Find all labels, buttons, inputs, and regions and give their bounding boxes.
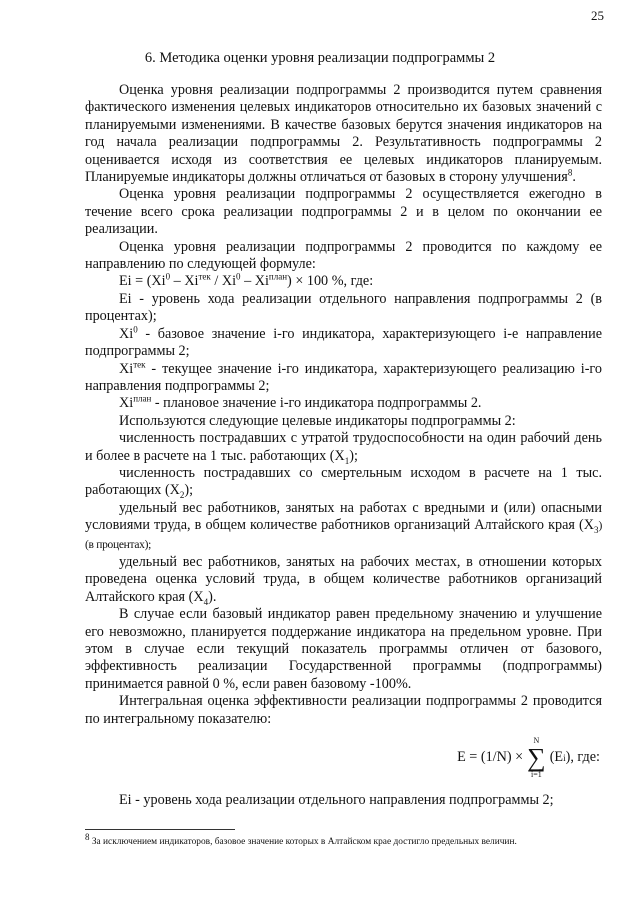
footnote-ref: 8 — [567, 167, 573, 178]
definition-x0: Xi$^0$ - базовое значение i-го индикатора, характеризующего i-е направление подпрограммы 2; — [85, 323, 602, 360]
paragraph-frequency: Оценка уровня реализации подпрограммы 2 осуществляется ежегодно в течение всего срока реализации подпрограммы 2 и в целом по окончании ее реализации. — [85, 186, 602, 238]
paragraph-intro: Оценка уровня реализации подпрограммы 2 производится путем сравнения фактического изменения целевых индикаторов относительно их базовых значений с планируемыми изменениями. В качестве базовых берутся значения индикаторов на год начала реализации подпрограммы 2. Результативность подпрограммы 2 оценивается исходя из соответствия ее целевых индикаторов планируемым. Планируемые индикаторы должны отличаться от базовых в сторону улучшения$^8$. — [85, 82, 602, 186]
indicator-3: удельный вес работников, занятых на работах с вредными и (или) опасными условиями труда, в общем количестве работников организаций Алтайского края $(X_3)$ (в процентах); — [85, 499, 602, 551]
page-number: 25 — [591, 8, 604, 23]
definition-ei: Ei - уровень хода реализации отдельного направления подпрограммы 2 (в процентах); — [85, 290, 602, 325]
formula-integral: E = (1/N) × N ∑ i=1 (E i ), где: — [457, 736, 600, 780]
footnote: $^8$ За исключением индикаторов, базовое значение которых в Алтайском крае достигло предельных величин. — [85, 831, 517, 847]
indicator-4: удельный вес работников, занятых на рабочих местах, в отношении которых проведена оценка условий труда, в общем количестве работников организаций Алтайского края $(X_4)$. — [85, 553, 602, 607]
footnote-divider — [85, 829, 235, 830]
paragraph-integral: Интегральная оценка эффективности реализации подпрограммы 2 проводится по интегральному показателю: — [85, 693, 602, 727]
indicators-intro: Используются следующие целевые индикаторы подпрограммы 2: — [119, 412, 516, 429]
sum-symbol: N ∑ i=1 — [527, 736, 546, 780]
paragraph-limit-case: В случае если базовый индикатор равен предельному значению и улучшение его невозможно, планируется поддержание индикатора на предельном уровне. При этом в случае если текущий показатель программы отличен от базового, эффективность реализации Государственной программы (подпрограммы) принимается равной 0 %, если равен базовому -100%. — [85, 606, 602, 692]
indicator-1: численность пострадавших с утратой трудоспособности на один рабочий день и более в расчете на 1 тыс. работающих $(X_1)$; — [85, 430, 602, 466]
formula-ei: $Ei = (Xi^0 - Xi^{тек} / Xi^0 - Xi^{план}) \times 100$ %, где: — [119, 271, 374, 290]
paragraph-formula-intro: Оценка уровня реализации подпрограммы 2 проводится по каждому ее направлению по следующей формуле: — [85, 238, 602, 273]
definition-xtek: $Xi^{тек}$ - текущее значение i-го индикатора, характеризующего реализацию i-го направления подпрограммы 2; — [85, 358, 602, 394]
section-title: 6. Методика оценки уровня реализации подпрограммы 2 — [144, 50, 496, 66]
indicator-2: численность пострадавших со смертельным исходом в расчете на 1 тыс. работающих $(X_2)$; — [85, 464, 602, 501]
definition-xplan: $Xi^{план}$ - плановое значение i-го индикатора подпрограммы 2. — [119, 393, 482, 412]
body-text — [85, 82, 602, 809]
definition-ei-repeat: Ei - уровень хода реализации отдельного направления подпрограммы 2; — [119, 792, 554, 809]
